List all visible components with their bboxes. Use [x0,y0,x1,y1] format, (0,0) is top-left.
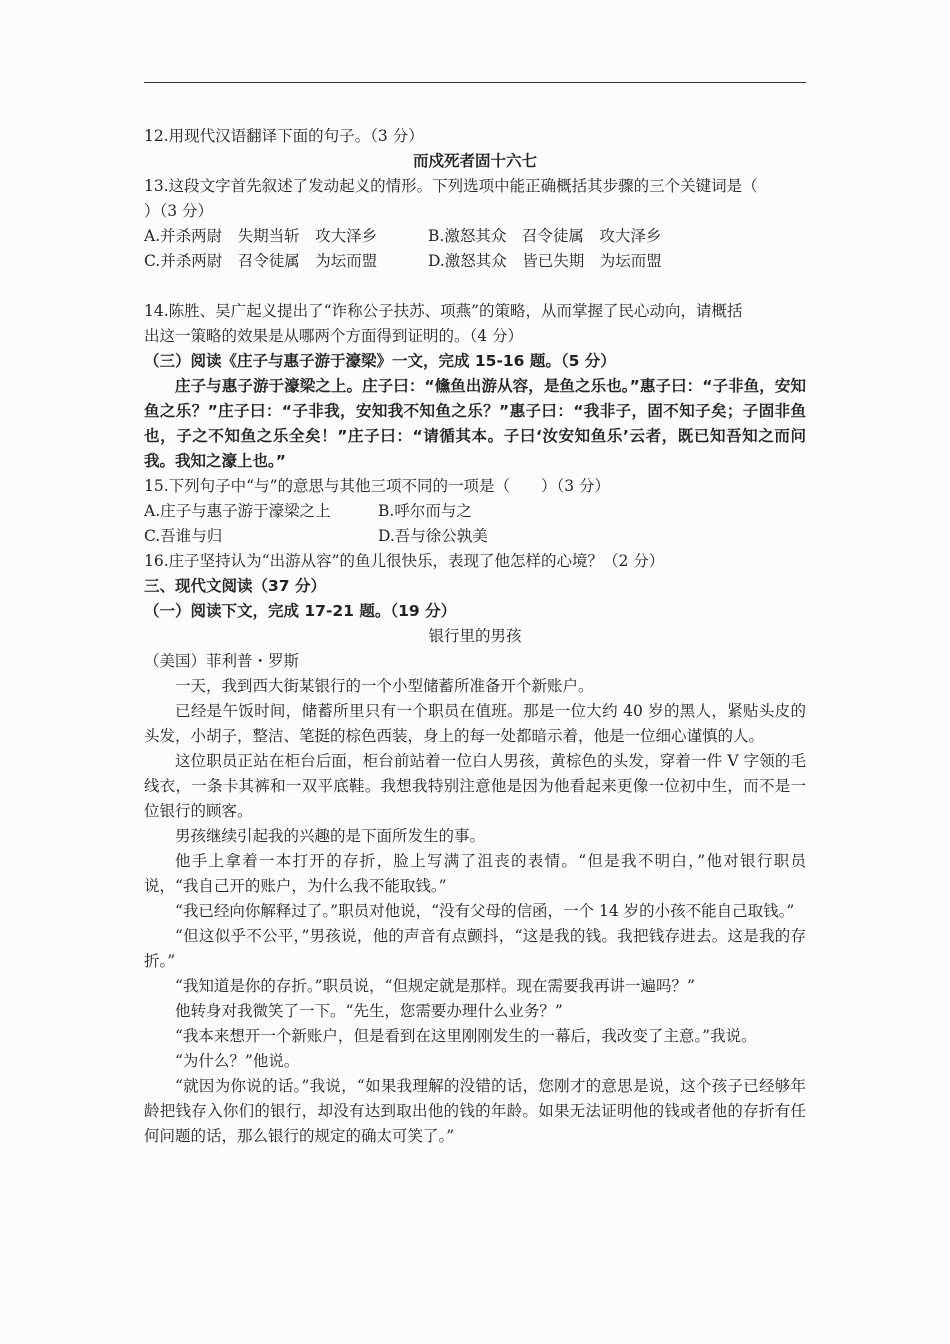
page-content [144,124,806,1149]
q15-option-d: D.吾与徐公孰美 [378,527,488,545]
q13-option-d: D.激怒其众 皆已失期 为坛而盟 [428,252,662,270]
question-12: 12.用现代汉语翻译下面的句子。（3 分） [144,127,424,145]
story-paragraph: “我已经向你解释过了。”职员对他说，“没有父母的信函，一个 14 岁的小孩不能自己取钱。” [175,902,795,920]
story-paragraph: “我知道是你的存折。”职员说，“但规定就是那样。现在需要我再讲一遍吗？” [175,977,695,995]
story-paragraph: 男孩继续引起我的兴趣的是下面所发生的事。 [175,827,486,845]
story-paragraph: “为什么？”他说。 [175,1052,300,1070]
q15-option-c: C.吾谁与归 [144,527,223,545]
story-paragraph: 一天，我到西大街某银行的一个小型储蓄所准备开个新账户。 [175,677,594,695]
q13-option-a: A.并杀两尉 失期当斩 攻大泽乡 [144,227,378,245]
story-paragraph: 已经是午饭时间，储蓄所里只有一个职员在值班。那是一位大约 40 岁的黑人，紧贴头皮的头发，小胡子，整洁、笔挺的棕色西装，身上的每一处都暗示着，他是一位细心谨慎的人。 [144,702,806,745]
question-16: 16.庄子坚持认为“出游从容”的鱼儿很快乐，表现了他怎样的心境？（2 分） [144,552,665,570]
part-3-heading: 三、现代文阅读（37 分） [144,577,326,595]
story-paragraph: “就因为你说的话。”我说，“如果我理解的没错的话，您刚才的意思是说，这个孩子已经够年龄把钱存入你们的银行，却没有达到取出他的钱的年龄。如果无法证明他的钱或者他的存折有任何问题的话，那么银行的规定的确太可笑了。” [144,1077,806,1145]
question-14-line1: 14.陈胜、吴广起义提出了“诈称公子扶苏、项燕”的策略，从而掌握了民心动向，请概括 [144,302,743,320]
q13-option-b: B.激怒其众 召令徒属 攻大泽乡 [428,227,662,245]
story-title: 银行里的男孩 [428,627,522,645]
zhuangzi-passage: 庄子与惠子游于濠梁之上。庄子曰：“儵鱼出游从容，是鱼之乐也。”惠子曰：“子非鱼，安知鱼之乐？”庄子曰：“子非我，安知我不知鱼之乐？”惠子曰：“我非子，固不知子矣；子固非鱼也，子之不知鱼之乐全矣！”庄子曰：“请循其本。子曰‘汝安知鱼乐’云者，既已知吾知之而问我。我知之濠上也。” [144,377,806,470]
q15-options-row1 [144,499,806,524]
story-paragraph: 这位职员正站在柜台后面，柜台前站着一位白人男孩，黄棕色的头发，穿着一件 V 字领的毛线衣，一条卡其裤和一双平底鞋。我想我特别注意他是因为他看起来更像一位初中生，而不是一位银行的顾客。 [144,752,806,820]
part-3-sub-heading: （一）阅读下文，完成 17-21 题。（19 分） [144,602,457,620]
question-13-line2: ）（3 分） [144,202,214,220]
story-paragraph: “但这似乎不公平，”男孩说，他的声音有点颤抖，“这是我的钱。我把钱存进去。这是我的存折。” [144,927,806,970]
q15-option-a: A.庄子与惠子游于濠梁之上 [144,502,331,520]
q12-sentence: 而戍死者固十六七 [412,152,537,170]
q15-options-row2 [144,524,806,549]
story-paragraph: 他手上拿着一本打开的存折，脸上写满了沮丧的表情。“但是我不明白，”他对银行职员说，“我自己开的账户，为什么我不能取钱。” [144,852,806,895]
question-15: 15.下列句子中“与”的意思与其他三项不同的一项是（ ）（3 分） [144,477,611,495]
q15-option-b: B.呼尔而与之 [378,502,472,520]
story-paragraph: “我本来想开一个新账户，但是看到在这里刚刚发生的一幕后，我改变了主意。”我说。 [175,1027,757,1045]
header-rule [144,82,806,83]
spacer [144,274,806,299]
question-14-line2: 出这一策略的效果是从哪两个方面得到证明的。（4 分） [144,327,524,345]
question-13-line1: 13.这段文字首先叙述了发动起义的情形。下列选项中能正确概括其步骤的三个关键词是（ [144,177,758,195]
q13-options-row1 [144,224,806,249]
story-author: （美国）菲利普・罗斯 [144,652,300,670]
section-3-heading: （三）阅读《庄子与惠子游于濠梁》一文，完成 15-16 题。（5 分） [144,352,616,370]
q13-option-c: C.并杀两尉 召令徒属 为坛而盟 [144,252,378,270]
story-paragraph: 他转身对我微笑了一下。“先生，您需要办理什么业务？” [175,1002,563,1020]
q13-options-row2 [144,249,806,274]
